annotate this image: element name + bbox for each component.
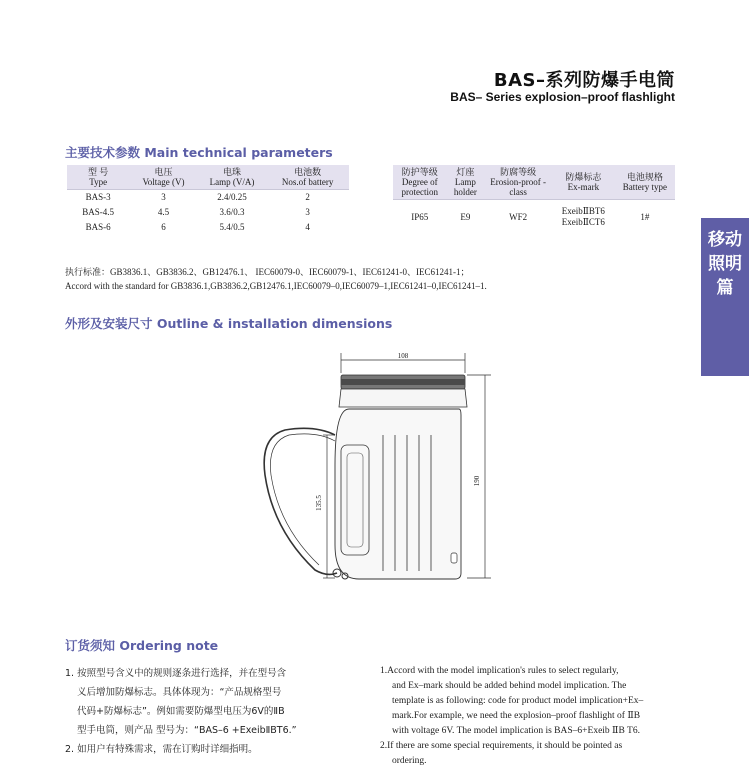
col-voltage: 电压 Voltage (V) [129,165,197,190]
cell: 1# [615,200,675,231]
cell: 4.5 [157,207,170,217]
ordering-en-line: mark.For example, we need the explosion–proof flashlight of ⅡB [392,711,641,721]
lamp-head-base [339,389,467,407]
spec-table-header-row [393,165,675,200]
ordering-en-line: and Ex–mark should be added behind model implication. The [392,681,627,691]
spec-table-header-row [67,165,349,190]
category-side-tab [697,218,749,376]
table-row [67,205,349,220]
ordering-heading: 订货须知 Ordering note [65,638,219,653]
cell: BAS-4.5 [82,207,115,217]
dim-height-label: 190 [473,475,481,487]
ordering-en-line: with voltage 6V. The model implication is BAS–6+Exeib ⅡB T6. [392,726,640,736]
ordering-en-line: 2.If there are some special requirements, it should be pointed as [380,741,623,751]
ordering-cn-line: 代码+防爆标志”。例如需要防爆型电压为6V的ⅡB [77,706,285,717]
ordering-cn-line: 2. 如用户有特殊需求，需在订购时详细指明。 [65,744,258,755]
cell: IP65 [393,200,446,231]
col-lamp: 电珠 Lamp (V/A) [198,165,267,190]
ordering-cn-line: 型手电筒，则产品 型号为：“BAS–6 +ExeibⅡBT6.” [77,725,297,736]
cell: ExeibⅡBT6 ExeibⅡCT6 [552,200,615,231]
spec-table-electrical [67,165,349,235]
side-tab-label: 移动照明篇 [708,230,742,298]
dim-width-label: 108 [397,352,409,360]
cell: 3 [129,190,197,206]
cell: WF2 [484,200,552,231]
cell: BAS-3 [67,190,129,206]
standard-text [65,265,487,293]
table-row [393,200,675,231]
col-battery-count: 电池数 Nos.of battery [266,165,349,190]
col-exmark: 防爆标志 Ex-mark [552,165,615,200]
cell: 3 [305,207,310,217]
page-title-en: BAS– Series explosion–proof flashlight [450,90,675,104]
ordering-note-cn [65,664,325,759]
lanyard-strap-inner [270,434,335,565]
table-row [67,220,349,235]
col-protection: 防护等级 Degree of protection [393,165,446,200]
cell: BAS-6 [85,222,111,232]
col-lamp-holder: 灯座 Lamp holder [446,165,484,200]
cell: 2.4/0.25 [198,190,267,206]
ordering-en-line: template is as following: code for product model implication+Ex– [392,696,644,706]
standard-en: Accord with the standard for GB3836.1,GB3836.2,GB12476.1,IEC60079–0,IEC60079–1,IEC61241–0,IEC61241–1. [65,281,487,291]
lanyard-strap [264,428,337,574]
spec-table-protection [393,165,675,230]
switch-button [451,553,457,563]
cell: 4 [305,222,310,232]
ordering-note-en [380,664,680,769]
col-type: 型 号 Type [67,165,129,190]
dim-body-label: 135.5 [315,495,323,511]
flashlight-body [335,409,461,579]
technical-heading: 主要技术参数 Main technical parameters [65,145,333,160]
col-erosion: 防腐等级 Erosion-proof -class [484,165,552,200]
table-row [67,190,349,206]
cell: 2 [266,190,349,206]
cell: 5.4/0.5 [219,222,245,232]
ordering-cn-line: 义后增加防爆标志。具体体现为：“产品规格型号 [77,687,282,698]
side-tab-stripe [697,218,701,376]
cell: 3.6/0.3 [219,207,245,217]
standard-cn: 执行标准：GB3836.1、GB3836.2、GB12476.1、 IEC60079-0、IEC60079-1、IEC61241-0、IEC61241-1； [65,267,470,277]
ordering-en-line: 1.Accord with the model implication's rules to select regularly, [380,666,619,676]
ordering-cn-line: 1. 按照型号含义中的规则逐条进行选择，并在型号含 [65,668,287,679]
lamp-head-band [341,379,465,385]
page-title-cn: BAS–系列防爆手电筒 [493,70,675,91]
ordering-en-line: ordering. [392,756,427,766]
cell: E9 [446,200,484,231]
outline-heading: 外形及安装尺寸 Outline & installation dimensions [65,316,393,331]
col-battery-type: 电池规格 Battery type [615,165,675,200]
cell: 6 [161,222,166,232]
flashlight-outline-drawing [255,345,505,595]
